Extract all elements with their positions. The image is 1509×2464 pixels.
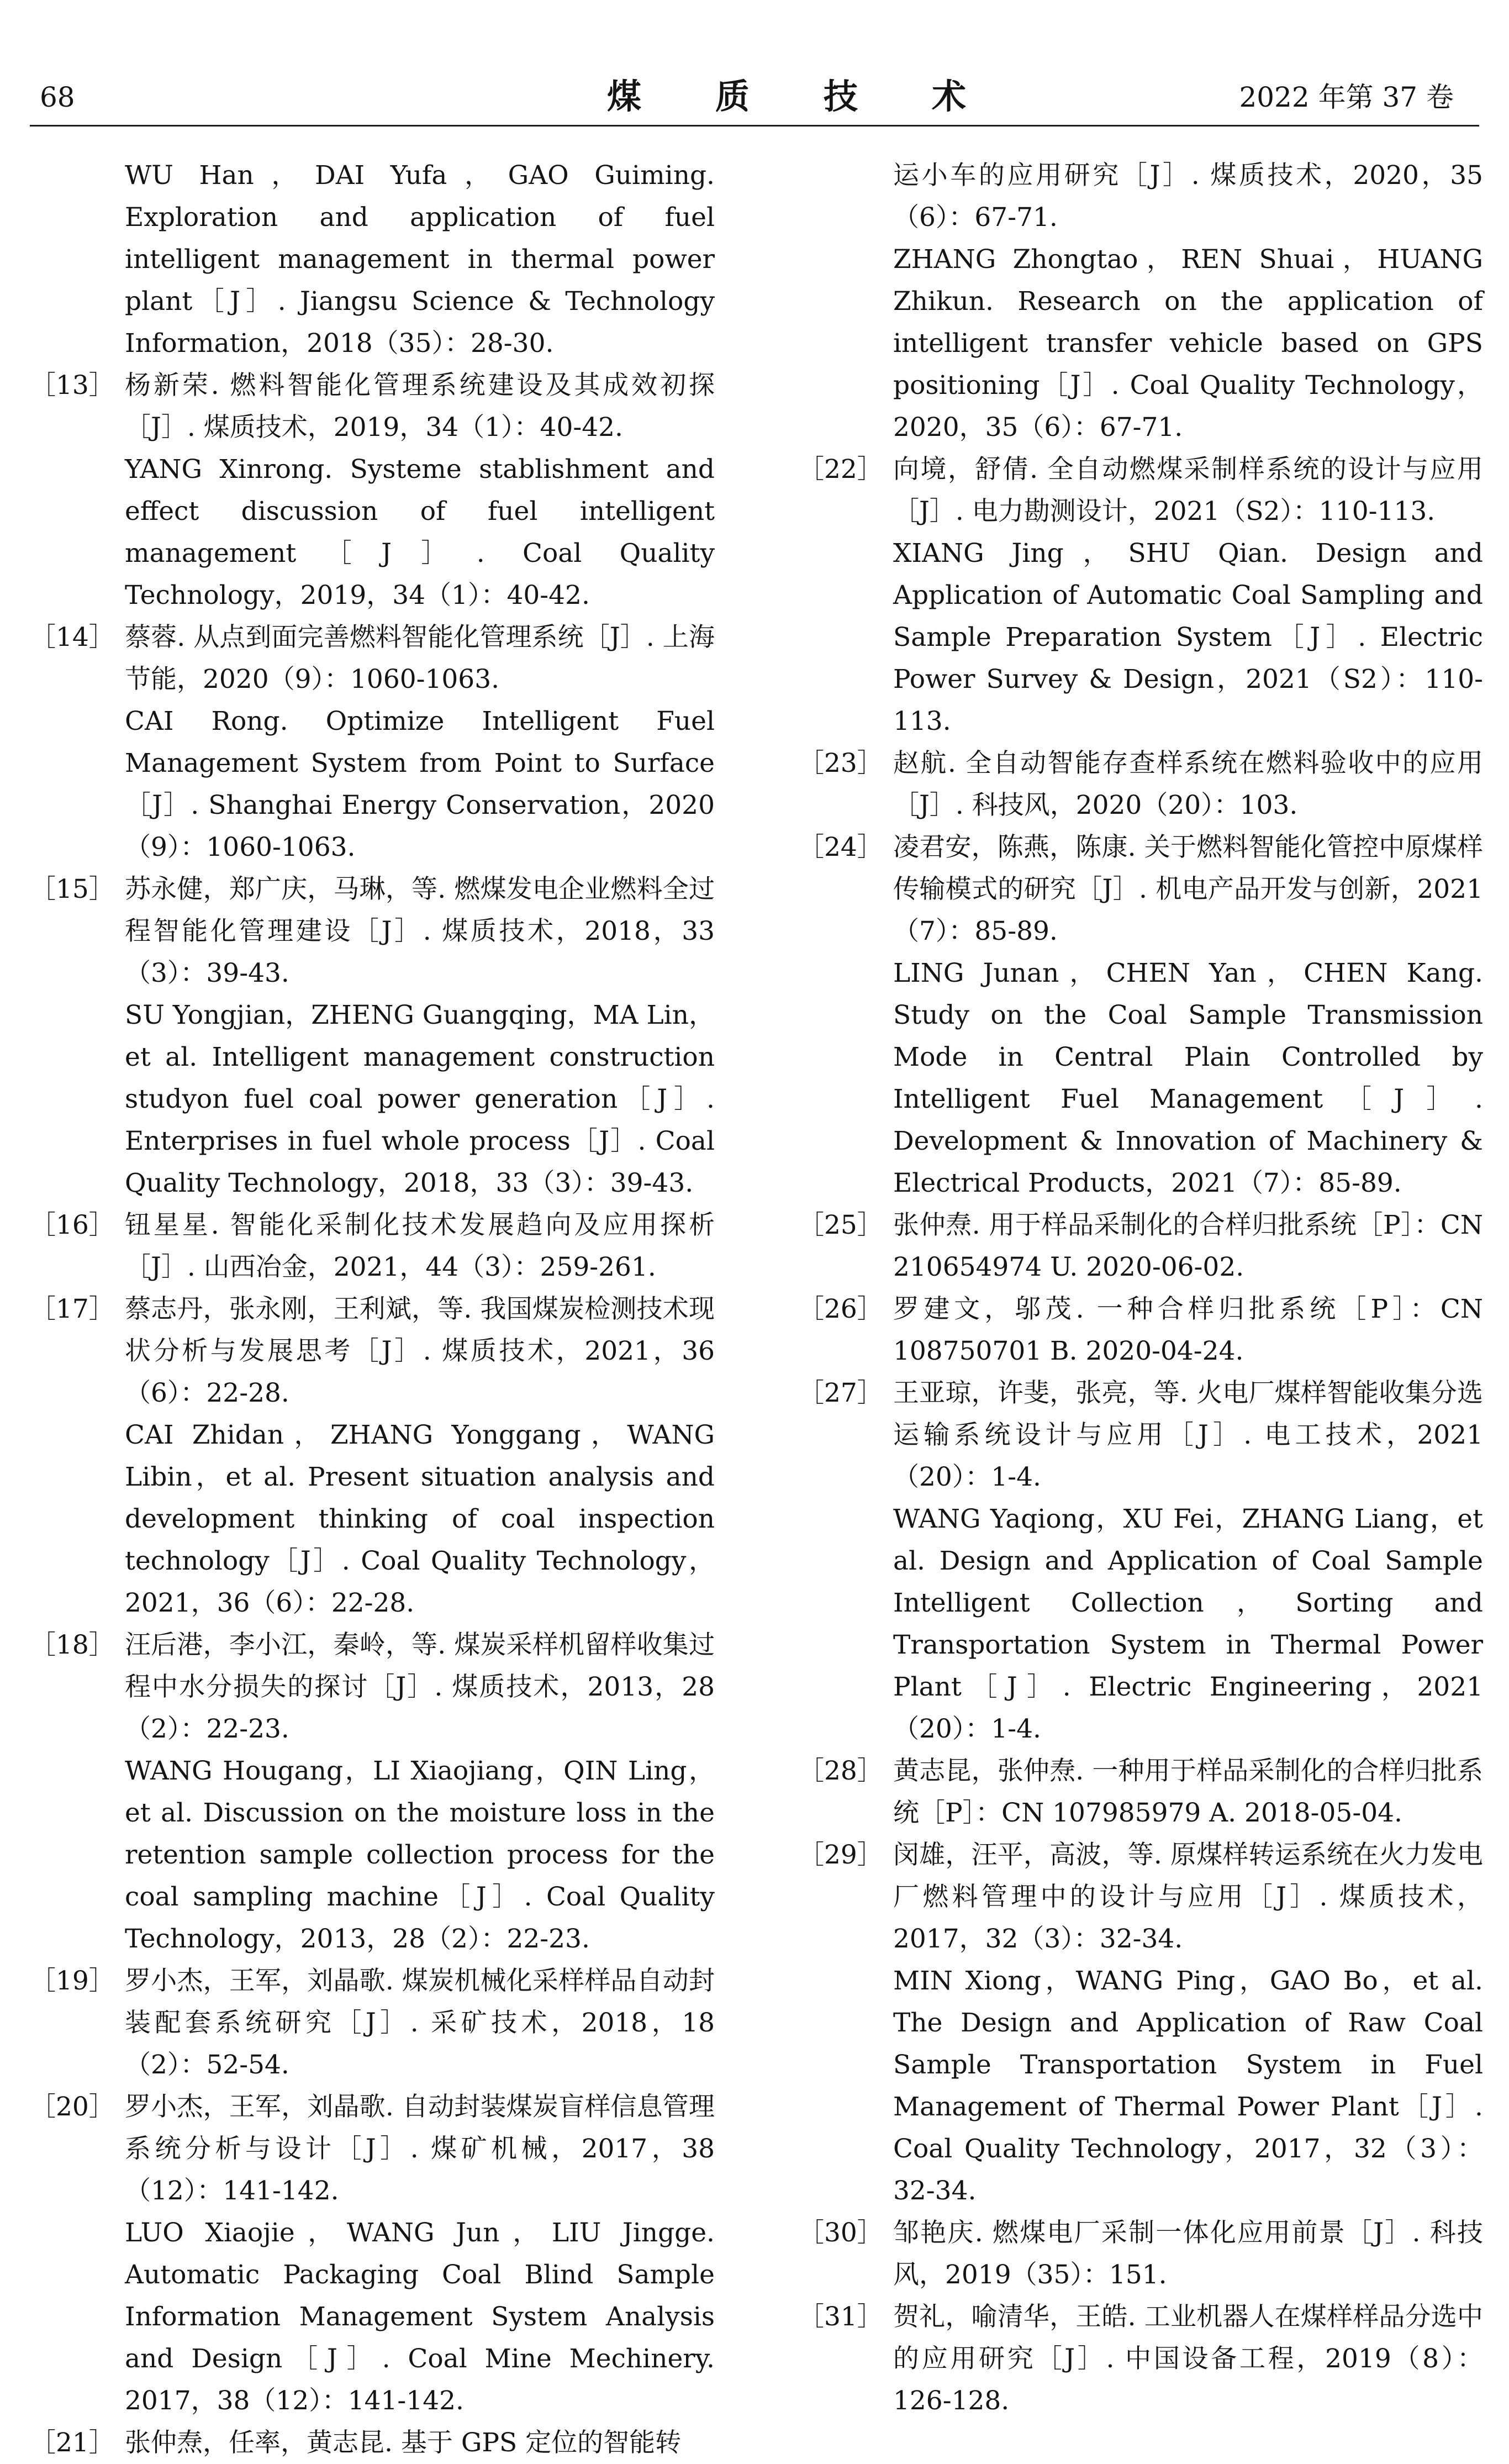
reference-body	[125, 1288, 715, 1624]
reference-body	[893, 1834, 1483, 2212]
reference-number: ［18］	[30, 1630, 115, 1660]
reference-body	[125, 868, 715, 1204]
reference-text: 邹艳庆. 燃煤电厂采制一体化应用前景［J］. 科技风，2019（35）：151.	[893, 2218, 1483, 2290]
page-number: 68	[40, 81, 75, 113]
reference-entry	[30, 1624, 715, 1960]
reference-entry	[30, 1288, 715, 1624]
reference-body	[893, 2212, 1483, 2296]
reference-body	[893, 743, 1483, 826]
reference-number: ［25］	[798, 1210, 883, 1240]
reference-entry	[30, 2086, 715, 2422]
reference-body	[893, 1288, 1483, 1372]
reference-body	[125, 2086, 715, 2422]
reference-entry	[798, 2212, 1483, 2296]
reference-entry	[798, 2296, 1483, 2422]
reference-body	[125, 617, 715, 868]
reference-text: SU Yongjian，ZHENG Guangqing，MA Lin，et al. Intelligent management construction studyon fuel coal power generation［J］. Enterprises in fuel whole process［J］. Coal Quality Technology，2018，33（3）：39-43.	[125, 1000, 715, 1198]
reference-number: ［24］	[798, 832, 883, 862]
reference-entry	[798, 155, 1483, 449]
reference-body	[893, 449, 1483, 743]
reference-entry	[30, 365, 715, 617]
reference-body	[125, 155, 715, 365]
reference-entry	[798, 449, 1483, 743]
reference-number: ［13］	[30, 370, 115, 401]
reference-text: LUO Xiaojie，WANG Jun，LIU Jingge. Automatic Packaging Coal Blind Sample Information Management System Analysis and Design［J］. Coal Mine Mechinery. 2017，38（12）：141-142.	[125, 2218, 715, 2416]
journal-title-char: 术	[931, 76, 966, 117]
reference-text: 黄志昆，张仲焘. 一种用于样品采制化的合样归批系统［P］：CN 107985979 A. 2018-05-04.	[893, 1756, 1483, 1828]
reference-text: 张仲焘，任率，黄志昆. 基于 GPS 定位的智能转	[125, 2428, 682, 2458]
reference-text: CAI Rong. Optimize Intelligent Fuel Management System from Point to Surface［J］. Shanghai Energy Conservation，2020（9）：1060-1063.	[125, 706, 715, 862]
reference-text: WANG Hougang，LI Xiaojiang，QIN Ling，et al. Discussion on the moisture loss in the retention sample collection process for the coal sampling machine［J］. Coal Quality Technology，2013，28（2）：22-23.	[125, 1756, 715, 1954]
reference-text: WANG Yaqiong，XU Fei，ZHANG Liang，et al. Design and Application of Coal Sample Intelligent Collection，Sorting and Transportation System in Thermal Power Plant［J］. Electric Engineering，2021（20）：1-4.	[893, 1504, 1483, 1744]
reference-entry	[798, 743, 1483, 826]
reference-number: ［22］	[798, 454, 883, 485]
reference-entry	[798, 826, 1483, 1204]
reference-entry	[30, 2422, 715, 2464]
reference-body	[125, 1624, 715, 1960]
reference-entry	[798, 1750, 1483, 1834]
reference-number: ［21］	[30, 2428, 115, 2458]
reference-body	[125, 2422, 715, 2464]
reference-text: MIN Xiong，WANG Ping，GAO Bo，et al. The Design and Application of Raw Coal Sample Transportation System in Fuel Management of Thermal Power Plant［J］. Coal Quality Technology，2017，32（3）：32-34.	[893, 1966, 1483, 2206]
reference-number: ［15］	[30, 874, 115, 904]
reference-text: 运小车的应用研究［J］. 煤质技术，2020，35（6）：67-71.	[893, 160, 1483, 233]
reference-number: ［20］	[30, 2092, 115, 2122]
reference-text: 凌君安，陈燕，陈康. 关于燃料智能化管控中原煤样传输模式的研究［J］. 机电产品开发与创新，2021（7）：85-89.	[893, 832, 1483, 946]
reference-body	[893, 155, 1483, 449]
reference-number: ［23］	[798, 748, 883, 778]
header-rule	[30, 125, 1479, 127]
reference-body	[125, 365, 715, 617]
reference-entry	[798, 1372, 1483, 1750]
reference-body	[125, 1204, 715, 1288]
reference-text: XIANG Jing，SHU Qian. Design and Application of Automatic Coal Sampling and Sample Preparation System［J］. Electric Power Survey & Design，2021（S2）：110-113.	[893, 538, 1483, 736]
reference-body	[893, 826, 1483, 1204]
reference-text: 汪后港，李小江，秦岭，等. 煤炭采样机留样收集过程中水分损失的探讨［J］. 煤质技术，2013，28（2）：22-23.	[125, 1630, 715, 1744]
reference-number: ［17］	[30, 1294, 115, 1324]
journal-title-char: 技	[823, 76, 858, 117]
reference-number: ［31］	[798, 2302, 883, 2332]
reference-text: 王亚琼，许斐，张亮，等. 火电厂煤样智能收集分选运输系统设计与应用［J］. 电工技术，2021（20）：1-4.	[893, 1378, 1483, 1492]
reference-body	[893, 1750, 1483, 1834]
reference-text: 罗小杰，王军，刘晶歌. 自动封装煤炭盲样信息管理系统分析与设计［J］. 煤矿机械，2017，38（12）：141-142.	[125, 2092, 715, 2206]
reference-text: 张仲焘. 用于样品采制化的合样归批系统［P］：CN 210654974 U. 2020-06-02.	[893, 1210, 1483, 1282]
reference-text: 向境，舒倩. 全自动燃煤采制样系统的设计与应用［J］. 电力勘测设计，2021（S2）：110-113.	[893, 454, 1483, 527]
reference-text: ZHANG Zhongtao，REN Shuai，HUANG Zhikun. Research on the application of intelligent transfer vehicle based on GPS positioning［J］. Coal Quality Technology，2020，35（6）：67-71.	[893, 244, 1483, 443]
reference-text: 杨新荣. 燃料智能化管理系统建设及其成效初探［J］. 煤质技术，2019，34（1）：40-42.	[125, 370, 715, 443]
reference-text: 罗小杰，王军，刘晶歌. 煤炭机械化采样样品自动封装配套系统研究［J］. 采矿技术，2018，18（2）：52-54.	[125, 1966, 715, 2080]
right-column	[798, 155, 1483, 2422]
journal-title-char: 煤	[607, 76, 642, 117]
reference-text: WU Han，DAI Yufa，GAO Guiming. Exploration and application of fuel intelligent management in thermal power plant［J］. Jiangsu Science & Technology Information，2018（35）：28-30.	[125, 160, 715, 359]
reference-entry	[798, 1204, 1483, 1288]
volume-label: 2022 年第 37 卷	[1239, 81, 1454, 113]
reference-number: ［30］	[798, 2218, 883, 2248]
reference-text: CAI Zhidan，ZHANG Yonggang，WANG Libin，et al. Present situation analysis and development thinking of coal inspection technology［J］. Coal Quality Technology，2021，36（6）：22-28.	[125, 1420, 715, 1618]
reference-number: ［28］	[798, 1756, 883, 1786]
journal-title	[607, 77, 966, 116]
reference-body	[893, 1372, 1483, 1750]
reference-text: 赵航. 全自动智能存查样系统在燃料验收中的应用［J］. 科技风，2020（20）：103.	[893, 748, 1483, 820]
reference-text: 苏永健，郑广庆，马琳，等. 燃煤发电企业燃料全过程智能化管理建设［J］. 煤质技术，2018，33（3）：39-43.	[125, 874, 715, 988]
reference-body	[893, 2296, 1483, 2422]
reference-text: YANG Xinrong. Systeme stablishment and effect discussion of fuel intelligent management［J］. Coal Quality Technology，2019，34（1）：40-42.	[125, 454, 715, 610]
reference-text: 蔡志丹，张永刚，王利斌，等. 我国煤炭检测技术现状分析与发展思考［J］. 煤质技术，2021，36（6）：22-28.	[125, 1294, 715, 1408]
reference-text: 贺礼，喻清华，王皓. 工业机器人在煤样样品分选中的应用研究［J］. 中国设备工程，2019（8）：126-128.	[893, 2302, 1483, 2416]
journal-title-char: 质	[715, 76, 750, 117]
reference-text: LING Junan，CHEN Yan，CHEN Kang. Study on the Coal Sample Transmission Mode in Central Plain Controlled by Intelligent Fuel Management［J］. Development & Innovation of Machinery & Electrical Products，2021（7）：85-89.	[893, 958, 1483, 1198]
reference-text: 钮星星. 智能化采制化技术发展趋向及应用探析［J］. 山西冶金，2021，44（3）：259-261.	[125, 1210, 715, 1282]
reference-body	[125, 1960, 715, 2086]
reference-entry	[30, 617, 715, 868]
reference-number: ［29］	[798, 1840, 883, 1870]
reference-entry	[30, 1960, 715, 2086]
reference-text: 蔡蓉. 从点到面完善燃料智能化管理系统［J］. 上海节能，2020（9）：1060-1063.	[125, 622, 715, 694]
reference-entry	[798, 1834, 1483, 2212]
reference-number: ［16］	[30, 1210, 115, 1240]
reference-body	[893, 1204, 1483, 1288]
reference-number: ［26］	[798, 1294, 883, 1324]
reference-text: 罗建文，邬茂. 一种合样归批系统［P］：CN 108750701 B. 2020-04-24.	[893, 1294, 1483, 1366]
reference-number: ［27］	[798, 1378, 883, 1408]
reference-text: 闵雄，汪平，高波，等. 原煤样转运系统在火力发电厂燃料管理中的设计与应用［J］. 煤质技术，2017，32（3）：32-34.	[893, 1840, 1483, 1954]
left-column	[30, 155, 715, 2464]
reference-entry	[30, 868, 715, 1204]
reference-entry	[30, 155, 715, 365]
reference-entry	[798, 1288, 1483, 1372]
reference-number: ［19］	[30, 1966, 115, 1996]
reference-entry	[30, 1204, 715, 1288]
reference-number: ［14］	[30, 622, 115, 652]
page-header	[30, 0, 1479, 128]
